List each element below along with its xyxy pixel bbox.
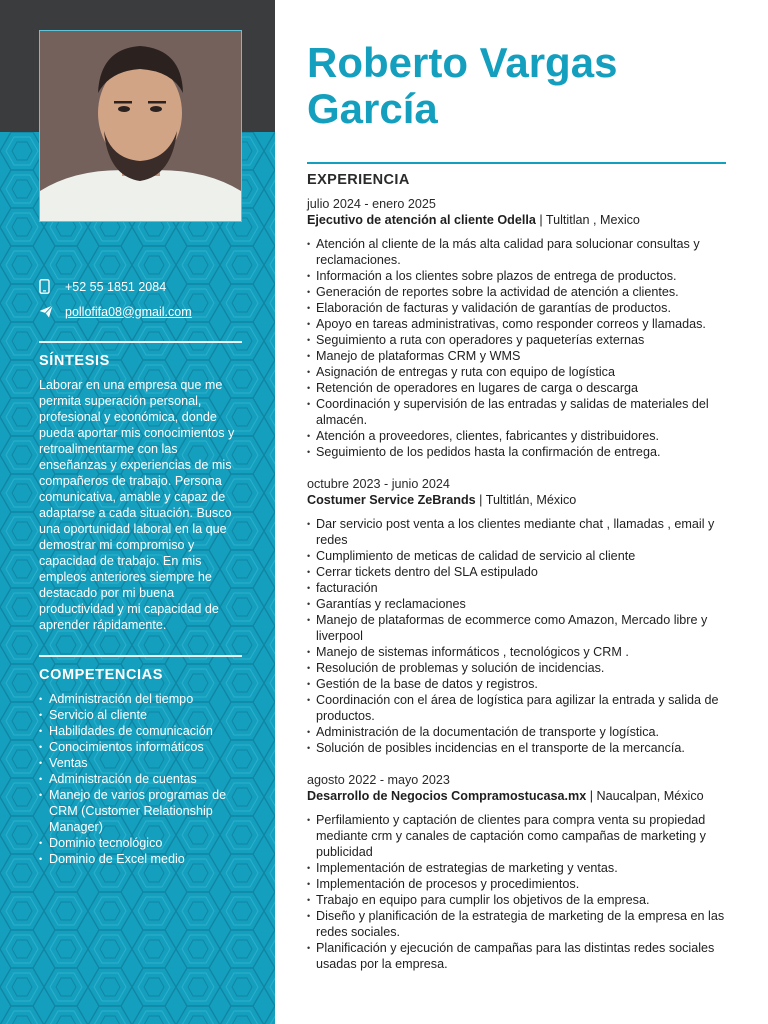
- send-icon: [39, 305, 65, 318]
- job-heading: [307, 212, 732, 228]
- skill-item: • Manejo de varios programas de CRM (Customer Relationship Manager): [39, 787, 242, 835]
- job-bullets: [307, 236, 732, 460]
- job-location: | Tultitlan , Mexico: [535, 213, 640, 227]
- synthesis-title: SÍNTESIS: [39, 353, 110, 369]
- job-bullet: • Diseño y planificación de la estrategia de marketing de la empresa en las redes sociales.: [307, 908, 732, 940]
- email-link[interactable]: pollofifa08@gmail.com: [65, 304, 192, 319]
- job-entry: [307, 476, 732, 756]
- synthesis-section: [39, 341, 242, 633]
- skills-section: [39, 655, 242, 867]
- skill-item: • Servicio al cliente: [39, 707, 242, 723]
- main-content: [307, 40, 732, 972]
- experience-title: EXPERIENCIA: [307, 172, 410, 188]
- skill-item: • Dominio de Excel medio: [39, 851, 242, 867]
- job-bullet: • Trabajo en equipo para cumplir los objetivos de la empresa.: [307, 892, 732, 908]
- job-bullet: • Manejo de plataformas de ecommerce como Amazon, Mercado libre y liverpool: [307, 612, 732, 644]
- job-bullet: • Retención de operadores en lugares de carga o descarga: [307, 380, 732, 396]
- job-bullet: • Manejo de sistemas informáticos , tecnológicos y CRM .: [307, 644, 732, 660]
- job-bullet: • Implementación de estrategias de marketing y ventas.: [307, 860, 732, 876]
- job-bullets: [307, 516, 732, 756]
- skill-item: • Dominio tecnológico: [39, 835, 242, 851]
- skill-item: • Conocimientos informáticos: [39, 739, 242, 755]
- skill-item: • Habilidades de comunicación: [39, 723, 242, 739]
- job-location: | Tultitlán, México: [475, 493, 577, 507]
- job-bullet: • facturación: [307, 580, 732, 596]
- skill-item: • Ventas: [39, 755, 242, 771]
- job-entry: [307, 196, 732, 460]
- job-bullet: • Cumplimiento de meticas de calidad de servicio al cliente: [307, 548, 732, 564]
- email-row: [39, 299, 249, 324]
- job-bullet: • Coordinación con el área de logística para agilizar la entrada y salida de productos.: [307, 692, 732, 724]
- phone-row: [39, 274, 249, 299]
- job-bullet: • Atención al cliente de la más alta calidad para solucionar consultas y reclamaciones.: [307, 236, 732, 268]
- sidebar: [0, 0, 275, 1024]
- skills-list: [39, 691, 242, 867]
- job-bullet: • Resolución de problemas y solución de incidencias.: [307, 660, 732, 676]
- synthesis-text: Laborar en una empresa que me permita superación personal, profesional y económica, donde pueda aportar mis conocimientos y retroalimentarme con las enseñanzas y experiencias de mis compañeros de trabajo. Persona comunicativa, amable y capaz de adaptarse a cada situación. Busco una oportunidad laboral en la que demostrar mi compromiso y capacidad de trabajo. En mis empleos anteriores siempre he destacado por mi buena productividad y mi capacidad de aprender rápidamente.: [39, 378, 235, 632]
- job-bullet: • Coordinación y supervisión de las entradas y salidas de materiales del almacén.: [307, 396, 732, 428]
- name-divider: [307, 162, 726, 164]
- skill-item: • Administración de cuentas: [39, 771, 242, 787]
- job-role: Desarrollo de Negocios Compramostucasa.mx: [307, 789, 587, 803]
- job-heading: [307, 788, 732, 804]
- job-role: Ejecutivo de atención al cliente Odella: [307, 213, 536, 227]
- job-location: | Naucalpan, México: [586, 789, 704, 803]
- job-role: Costumer Service ZeBrands: [307, 493, 476, 507]
- skill-item: • Administración del tiempo: [39, 691, 242, 707]
- job-bullet: • Administración de la documentación de transporte y logística.: [307, 724, 732, 740]
- skills-divider: [39, 655, 242, 657]
- job-bullet: • Planificación y ejecución de campañas para las distintas redes sociales usadas por la empresa.: [307, 940, 732, 972]
- job-bullet: • Garantías y reclamaciones: [307, 596, 732, 612]
- job-entry: [307, 772, 732, 972]
- job-bullet: • Solución de posibles incidencias en el transporte de la mercancía.: [307, 740, 732, 756]
- job-bullet: • Seguimiento a ruta con operadores y paqueterías externas: [307, 332, 732, 348]
- phone-icon: [39, 279, 65, 294]
- job-bullet: • Apoyo en tareas administrativas, como responder correos y llamadas.: [307, 316, 732, 332]
- job-bullet: • Dar servicio post venta a los clientes mediante chat , llamadas , email y redes: [307, 516, 732, 548]
- job-dates: julio 2024 - enero 2025: [307, 197, 436, 211]
- experience-list: [307, 196, 732, 972]
- contact-block: [39, 274, 249, 324]
- job-dates: octubre 2023 - junio 2024: [307, 477, 450, 491]
- job-bullet: • Seguimiento de los pedidos hasta la confirmación de entrega.: [307, 444, 732, 460]
- skills-title: COMPETENCIAS: [39, 667, 164, 683]
- job-bullet: • Implementación de procesos y procedimientos.: [307, 876, 732, 892]
- synthesis-divider: [39, 341, 242, 343]
- job-bullet: • Perfilamiento y captación de clientes para compra venta su propiedad mediante crm y canales de captación como campañas de marketing y publicidad: [307, 812, 732, 860]
- job-bullet: • Elaboración de facturas y validación de garantías de productos.: [307, 300, 732, 316]
- job-bullet: • Asignación de entregas y ruta con equipo de logística: [307, 364, 732, 380]
- job-bullet: • Información a los clientes sobre plazos de entrega de productos.: [307, 268, 732, 284]
- job-dates: agosto 2022 - mayo 2023: [307, 773, 450, 787]
- job-bullet: • Atención a proveedores, clientes, fabricantes y distribuidores.: [307, 428, 732, 444]
- job-bullet: • Generación de reportes sobre la actividad de atención a clientes.: [307, 284, 732, 300]
- phone-number: +52 55 1851 2084: [65, 279, 167, 294]
- candidate-name: Roberto Vargas García: [307, 39, 618, 132]
- job-heading: [307, 492, 732, 508]
- profile-photo: [39, 30, 242, 222]
- job-bullet: • Gestión de la base de datos y registros.: [307, 676, 732, 692]
- job-bullet: • Manejo de plataformas CRM y WMS: [307, 348, 732, 364]
- job-bullets: [307, 812, 732, 972]
- job-bullet: • Cerrar tickets dentro del SLA estipulado: [307, 564, 732, 580]
